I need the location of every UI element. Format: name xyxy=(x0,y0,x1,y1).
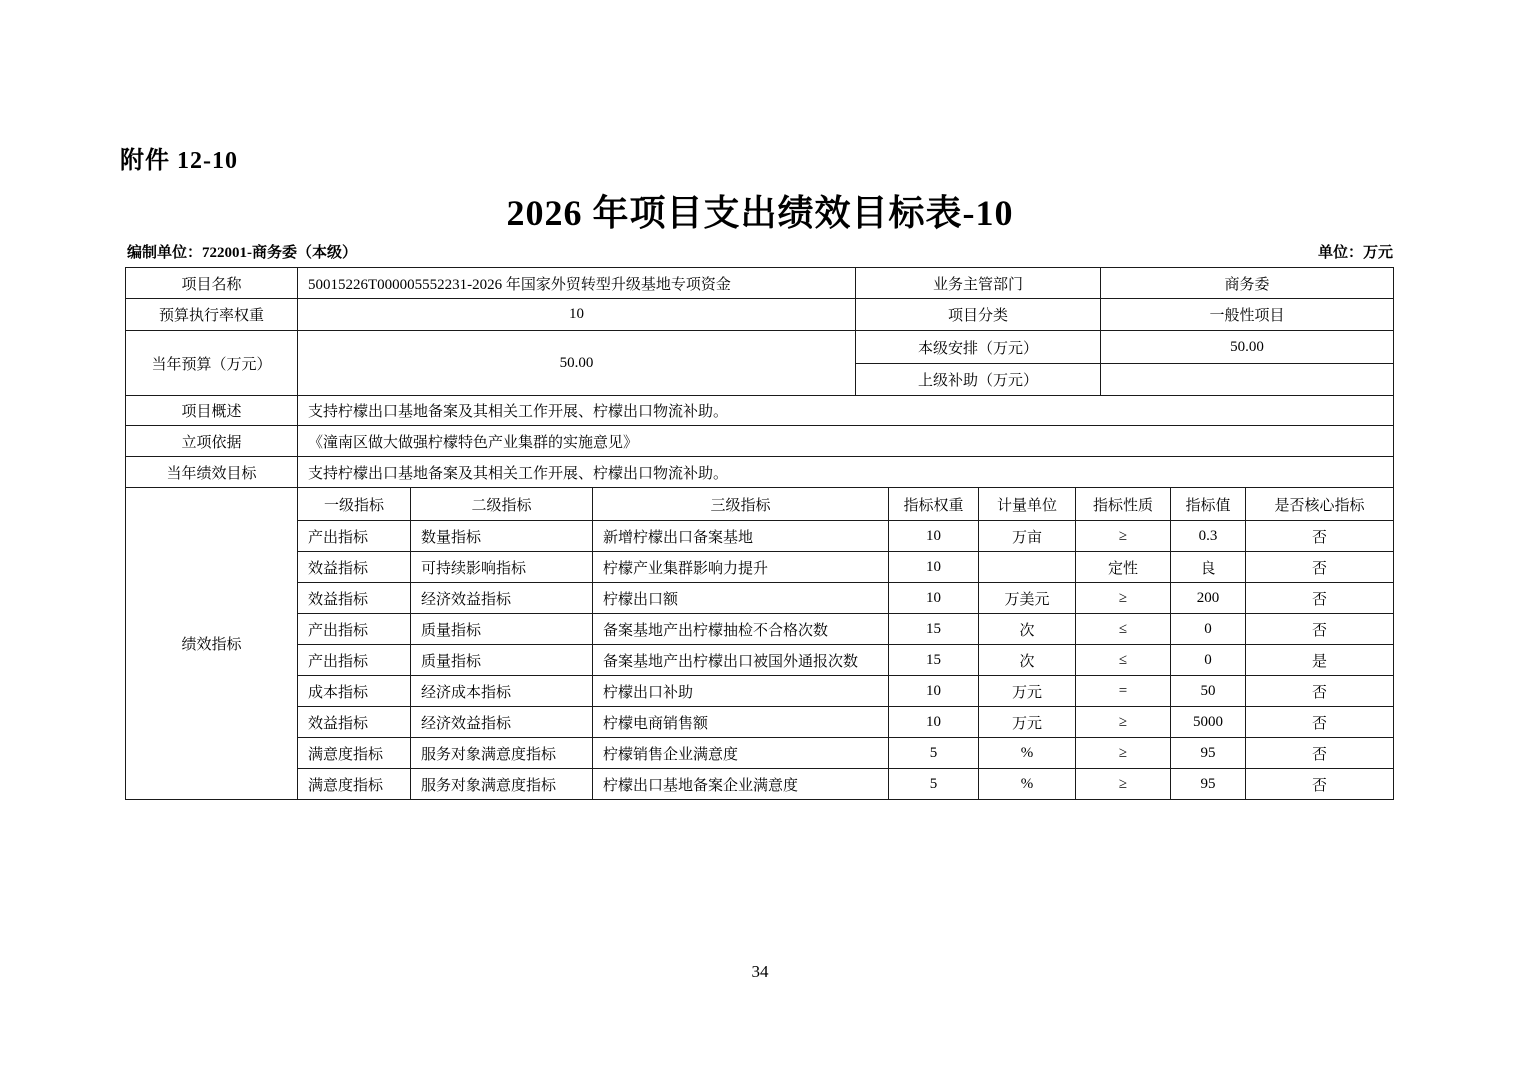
meta-row xyxy=(127,241,1393,262)
overview-label: 项目概述 xyxy=(126,396,298,426)
header-weight: 指标权重 xyxy=(889,488,979,521)
year-budget-label: 当年预算（万元） xyxy=(126,331,298,396)
upper-subsidy-value xyxy=(1101,364,1394,396)
indicator-unit-cell: 万元 xyxy=(979,707,1076,738)
header-nature: 指标性质 xyxy=(1076,488,1171,521)
indicator-core-cell: 否 xyxy=(1246,738,1394,769)
table-row xyxy=(126,457,1394,488)
indicator-level2-cell: 可持续影响指标 xyxy=(411,552,593,583)
table-row xyxy=(126,331,1394,364)
indicator-unit-cell: % xyxy=(979,769,1076,800)
page-number: 34 xyxy=(751,962,769,981)
indicators-section-label: 绩效指标 xyxy=(126,488,298,800)
indicator-row xyxy=(126,614,1394,645)
indicator-core-cell: 否 xyxy=(1246,676,1394,707)
tables-container xyxy=(125,267,1393,800)
table-row xyxy=(126,426,1394,457)
header-level2: 二级指标 xyxy=(411,488,593,521)
indicator-nature-cell: = xyxy=(1076,676,1171,707)
indicator-value-cell: 0 xyxy=(1171,614,1246,645)
indicator-level1-cell: 效益指标 xyxy=(298,583,411,614)
header-value: 指标值 xyxy=(1171,488,1246,521)
indicator-level2-cell: 经济成本指标 xyxy=(411,676,593,707)
indicator-level3-cell: 柠檬销售企业满意度 xyxy=(593,738,889,769)
indicator-weight-cell: 10 xyxy=(889,521,979,552)
indicator-level1-cell: 产出指标 xyxy=(298,521,411,552)
goal-label: 当年绩效目标 xyxy=(126,457,298,488)
indicator-unit-cell: 万元 xyxy=(979,676,1076,707)
project-info-table xyxy=(125,267,1394,488)
indicator-row xyxy=(126,676,1394,707)
project-name-value: 50015226T000005552231-2026 年国家外贸转型升级基地专项资金 xyxy=(298,268,856,299)
indicator-value-cell: 5000 xyxy=(1171,707,1246,738)
indicator-level1-cell: 效益指标 xyxy=(298,552,411,583)
prepared-by-label: 编制单位：722001-商务委（本级） xyxy=(127,245,357,261)
indicator-row xyxy=(126,738,1394,769)
indicator-value-cell: 0 xyxy=(1171,645,1246,676)
indicator-value-cell: 95 xyxy=(1171,738,1246,769)
indicator-unit-cell: 次 xyxy=(979,614,1076,645)
indicator-unit-cell xyxy=(979,552,1076,583)
indicator-level1-cell: 满意度指标 xyxy=(298,738,411,769)
local-arrangement-label: 本级安排（万元） xyxy=(856,331,1101,364)
indicator-weight-cell: 5 xyxy=(889,769,979,800)
indicator-row xyxy=(126,707,1394,738)
header-unit: 计量单位 xyxy=(979,488,1076,521)
indicator-level3-cell: 新增柠檬出口备案基地 xyxy=(593,521,889,552)
indicator-weight-cell: 10 xyxy=(889,676,979,707)
indicator-value-cell: 良 xyxy=(1171,552,1246,583)
basis-value: 《潼南区做大做强柠檬特色产业集群的实施意见》 xyxy=(298,426,1394,457)
indicator-row xyxy=(126,583,1394,614)
indicator-level3-cell: 柠檬电商销售额 xyxy=(593,707,889,738)
indicator-unit-cell: 次 xyxy=(979,645,1076,676)
table-row xyxy=(126,299,1394,331)
indicator-row xyxy=(126,552,1394,583)
indicator-level2-cell: 质量指标 xyxy=(411,614,593,645)
indicator-value-cell: 0.3 xyxy=(1171,521,1246,552)
project-name-label: 项目名称 xyxy=(126,268,298,299)
indicator-weight-cell: 10 xyxy=(889,552,979,583)
indicator-weight-cell: 5 xyxy=(889,738,979,769)
indicator-nature-cell: ≥ xyxy=(1076,769,1171,800)
indicator-nature-cell: ≥ xyxy=(1076,707,1171,738)
attachment-label: 附件 12-10 xyxy=(120,148,238,174)
table-row xyxy=(126,268,1394,299)
indicator-level2-cell: 数量指标 xyxy=(411,521,593,552)
indicator-level3-cell: 柠檬出口基地备案企业满意度 xyxy=(593,769,889,800)
unit-label: 单位：万元 xyxy=(1317,245,1393,261)
indicator-level3-cell: 柠檬产业集群影响力提升 xyxy=(593,552,889,583)
indicator-core-cell: 否 xyxy=(1246,769,1394,800)
indicator-core-cell: 否 xyxy=(1246,614,1394,645)
indicator-core-cell: 是 xyxy=(1246,645,1394,676)
indicators-table xyxy=(125,487,1394,800)
header-core: 是否核心指标 xyxy=(1246,488,1394,521)
page-title: 2026 年项目支出绩效目标表-10 xyxy=(506,193,1014,233)
project-class-value: 一般性项目 xyxy=(1101,299,1394,331)
indicator-level2-cell: 服务对象满意度指标 xyxy=(411,769,593,800)
indicator-nature-cell: ≥ xyxy=(1076,583,1171,614)
indicator-weight-cell: 10 xyxy=(889,707,979,738)
indicator-core-cell: 否 xyxy=(1246,707,1394,738)
indicator-row xyxy=(126,521,1394,552)
budget-exec-weight-value: 10 xyxy=(298,299,856,331)
indicator-level1-cell: 产出指标 xyxy=(298,645,411,676)
indicators-header-row xyxy=(126,488,1394,521)
indicator-core-cell: 否 xyxy=(1246,521,1394,552)
indicator-level2-cell: 服务对象满意度指标 xyxy=(411,738,593,769)
indicator-value-cell: 95 xyxy=(1171,769,1246,800)
indicator-row xyxy=(126,769,1394,800)
indicator-level3-cell: 柠檬出口额 xyxy=(593,583,889,614)
indicator-weight-cell: 15 xyxy=(889,645,979,676)
year-budget-value: 50.00 xyxy=(298,331,856,396)
budget-exec-weight-label: 预算执行率权重 xyxy=(126,299,298,331)
indicator-nature-cell: ≤ xyxy=(1076,645,1171,676)
header-level1: 一级指标 xyxy=(298,488,411,521)
indicator-weight-cell: 10 xyxy=(889,583,979,614)
basis-label: 立项依据 xyxy=(126,426,298,457)
goal-value: 支持柠檬出口基地备案及其相关工作开展、柠檬出口物流补助。 xyxy=(298,457,1394,488)
dept-label: 业务主管部门 xyxy=(856,268,1101,299)
indicator-level3-cell: 柠檬出口补助 xyxy=(593,676,889,707)
indicator-level1-cell: 效益指标 xyxy=(298,707,411,738)
indicator-level1-cell: 产出指标 xyxy=(298,614,411,645)
indicator-value-cell: 200 xyxy=(1171,583,1246,614)
indicator-level1-cell: 满意度指标 xyxy=(298,769,411,800)
indicator-weight-cell: 15 xyxy=(889,614,979,645)
header-level3: 三级指标 xyxy=(593,488,889,521)
indicator-unit-cell: % xyxy=(979,738,1076,769)
indicator-level2-cell: 质量指标 xyxy=(411,645,593,676)
table-row xyxy=(126,396,1394,426)
indicator-core-cell: 否 xyxy=(1246,583,1394,614)
indicator-nature-cell: ≤ xyxy=(1076,614,1171,645)
indicator-unit-cell: 万美元 xyxy=(979,583,1076,614)
indicator-level2-cell: 经济效益指标 xyxy=(411,707,593,738)
indicator-core-cell: 否 xyxy=(1246,552,1394,583)
dept-value: 商务委 xyxy=(1101,268,1394,299)
indicator-level3-cell: 备案基地产出柠檬抽检不合格次数 xyxy=(593,614,889,645)
indicator-nature-cell: ≥ xyxy=(1076,738,1171,769)
indicator-unit-cell: 万亩 xyxy=(979,521,1076,552)
upper-subsidy-label: 上级补助（万元） xyxy=(856,364,1101,396)
indicator-row xyxy=(126,645,1394,676)
indicator-level1-cell: 成本指标 xyxy=(298,676,411,707)
project-class-label: 项目分类 xyxy=(856,299,1101,331)
indicator-nature-cell: 定性 xyxy=(1076,552,1171,583)
indicator-level2-cell: 经济效益指标 xyxy=(411,583,593,614)
indicator-value-cell: 50 xyxy=(1171,676,1246,707)
local-arrangement-value: 50.00 xyxy=(1101,331,1394,364)
indicator-nature-cell: ≥ xyxy=(1076,521,1171,552)
overview-value: 支持柠檬出口基地备案及其相关工作开展、柠檬出口物流补助。 xyxy=(298,396,1394,426)
indicator-level3-cell: 备案基地产出柠檬出口被国外通报次数 xyxy=(593,645,889,676)
